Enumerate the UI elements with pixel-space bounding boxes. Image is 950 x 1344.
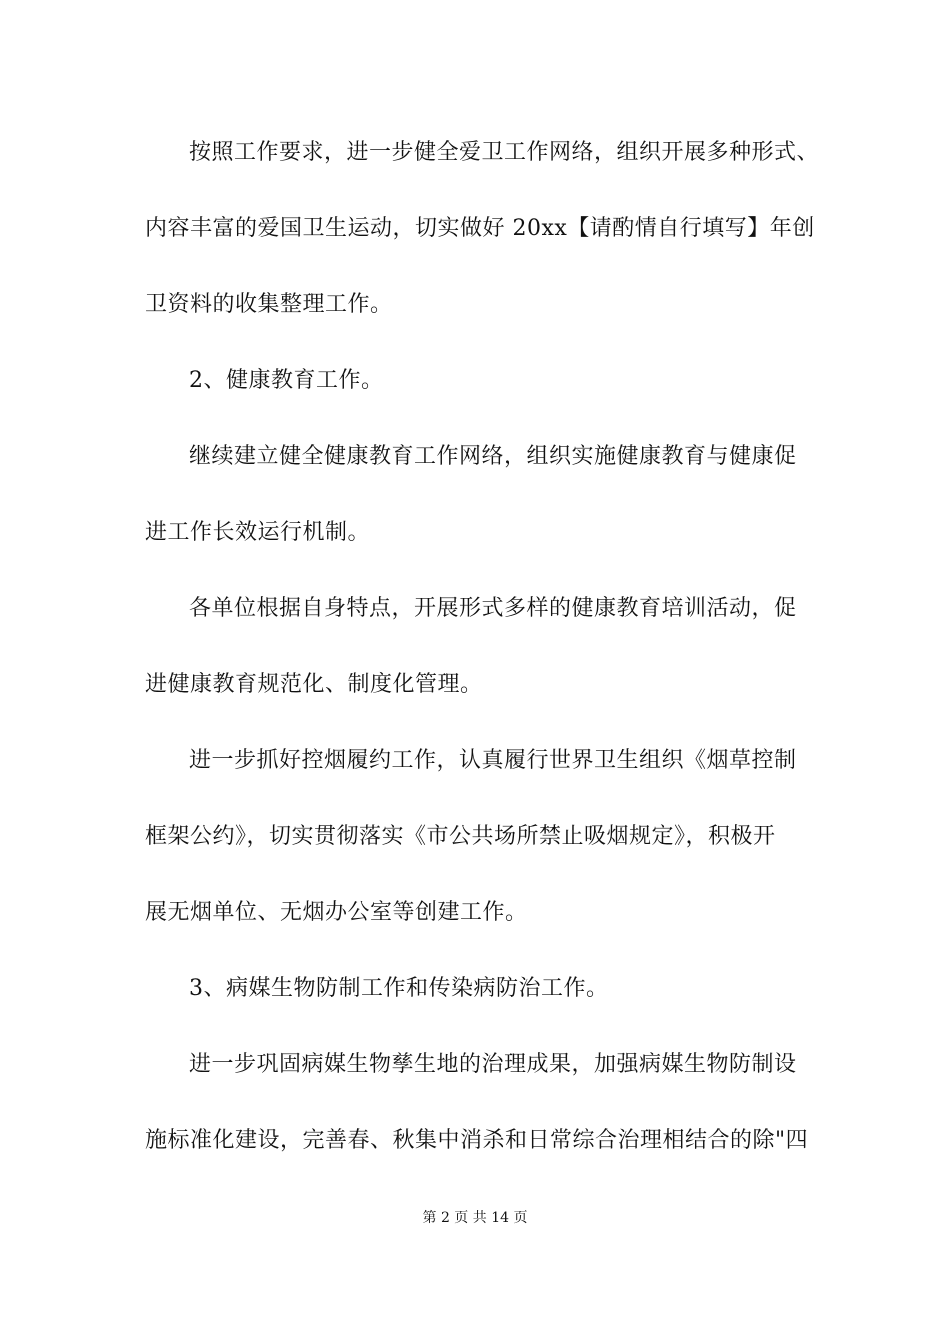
paragraph-line: 进工作长效运行机制。	[145, 520, 371, 545]
paragraph-line: 内容丰富的爱国卫生运动，切实做好 20xx【请酌情自行填写】年创	[145, 216, 815, 241]
paragraph-line: 进健康教育规范化、制度化管理。	[145, 672, 483, 697]
section-heading: 2、健康教育工作。	[189, 368, 384, 393]
paragraph-line: 按照工作要求，进一步健全爱卫工作网络，组织开展多种形式、	[189, 140, 820, 165]
paragraph-line: 框架公约》，切实贯彻落实《市公共场所禁止吸烟规定》，积极开	[145, 824, 776, 849]
paragraph-line: 进一步巩固病媒生物孳生地的治理成果，加强病媒生物防制设	[189, 1052, 797, 1077]
paragraph-line: 各单位根据自身特点，开展形式多样的健康教育培训活动，促	[189, 596, 797, 621]
page-number-footer: 第 2 页 共 14 页	[422, 1210, 528, 1226]
paragraph-line: 卫资料的收集整理工作。	[145, 292, 393, 317]
paragraph-line: 施标准化建设，完善春、秋集中消杀和日常综合治理相结合的除"四	[145, 1128, 809, 1153]
section-heading: 3、病媒生物防制工作和传染病防治工作。	[189, 976, 609, 1001]
paragraph-line: 展无烟单位、无烟办公室等创建工作。	[145, 900, 528, 925]
paragraph-line: 进一步抓好控烟履约工作，认真履行世界卫生组织《烟草控制	[189, 748, 797, 773]
paragraph-line: 继续建立健全健康教育工作网络，组织实施健康教育与健康促	[189, 444, 797, 469]
